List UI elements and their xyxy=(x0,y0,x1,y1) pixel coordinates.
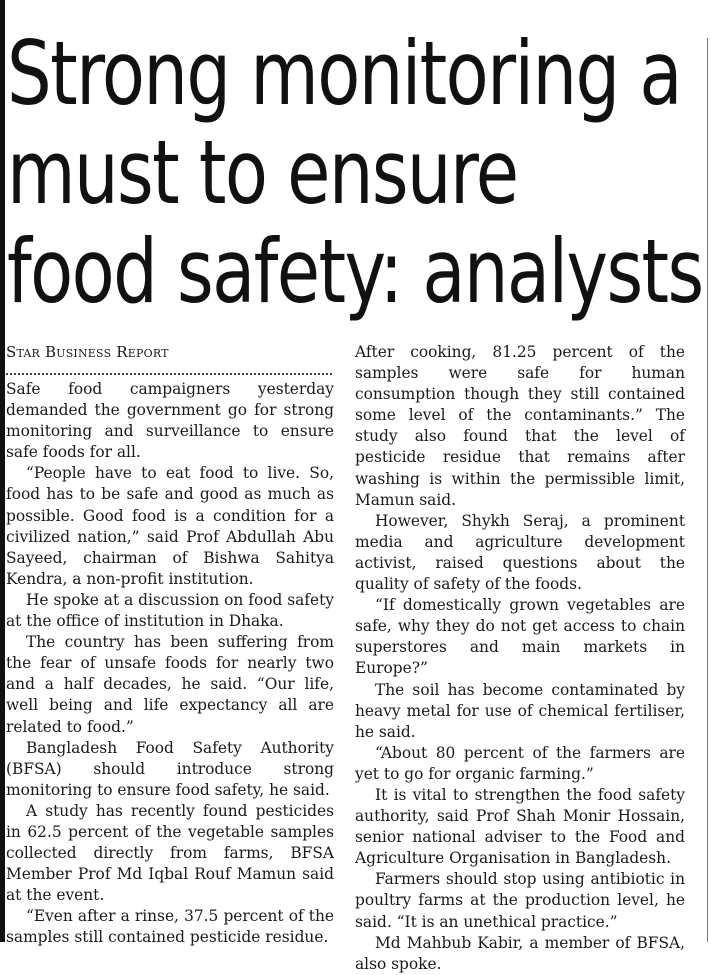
article-paragraph: “If domestically grown vegetables are safe, why they do not get access to chain superstores and main markets in Europe?” xyxy=(355,596,685,678)
article-column-right xyxy=(355,342,685,975)
article-paragraph: A study has recently found pesticides in 62.5 percent of the vegetable samples collected directly from farms, BFSA Member Prof Md Iqbal Rouf Mamun said at the event. xyxy=(6,801,334,905)
article-column-left xyxy=(6,342,334,949)
left-margin-bar xyxy=(0,0,5,942)
article-paragraph: The country has been suffering from the fear of unsafe foods for nearly two and a half decades, he said. “Our life, well being and life expectancy all are related to food.” xyxy=(6,633,334,736)
headline-line: Strong monitoring a xyxy=(7,22,681,125)
headline xyxy=(7,22,703,323)
article-paragraph: “People have to eat food to live. So, food has to be safe and good as much as possible. Good food is a condition for a civilized nation,” said Prof Abdullah Abu Sayeed, chairman of Bishwa Sahitya Kendra, a non-profit institution. xyxy=(6,464,334,588)
article-paragraph: Bangladesh Food Safety Authority (BFSA) should introduce strong monitoring to ensure food safety, he said. xyxy=(6,738,334,799)
dotted-divider xyxy=(6,373,332,375)
article-paragraph: He spoke at a discussion on food safety at the office of institution in Dhaka. xyxy=(6,590,334,631)
article-paragraph: After cooking, 81.25 percent of the samples were safe for human consumption though they still contained some level of the contaminants.” The study also found that the level of pesticide residue that remains after washing is within the permissible limit, Mamun said. xyxy=(355,343,685,509)
article-paragraph: However, Shykh Seraj, a prominent media and agriculture development activist, raised questions about the quality of safety of the foods. xyxy=(355,511,685,594)
article-paragraph: The soil has become contaminated by heavy metal for use of chemical fertiliser, he said. xyxy=(355,680,685,741)
article-paragraph: “About 80 percent of the farmers are yet to go for organic farming.” xyxy=(355,743,685,783)
article-paragraph: Farmers should stop using antibiotic in poultry farms at the production level, he said. “It is an unethical practice.” xyxy=(355,870,685,931)
article-paragraph: Safe food campaigners yesterday demanded the government go for strong monitoring and surveillance to ensure safe foods for all. xyxy=(6,380,334,462)
byline: Star Business Report xyxy=(6,343,169,361)
headline-line: food safety: analysts xyxy=(7,220,703,323)
column-rule xyxy=(707,38,708,942)
headline-line: must to ensure xyxy=(7,121,518,224)
article-paragraph: “Even after a rinse, 37.5 percent of the samples still contained pesticide residue. xyxy=(6,907,334,947)
article-paragraph: It is vital to strengthen the food safety authority, said Prof Shah Monir Hossain, senior national adviser to the Food and Agriculture Organisation in Bangladesh. xyxy=(355,785,685,868)
article-paragraph: Md Mahbub Kabir, a member of BFSA, also spoke. xyxy=(355,933,685,973)
